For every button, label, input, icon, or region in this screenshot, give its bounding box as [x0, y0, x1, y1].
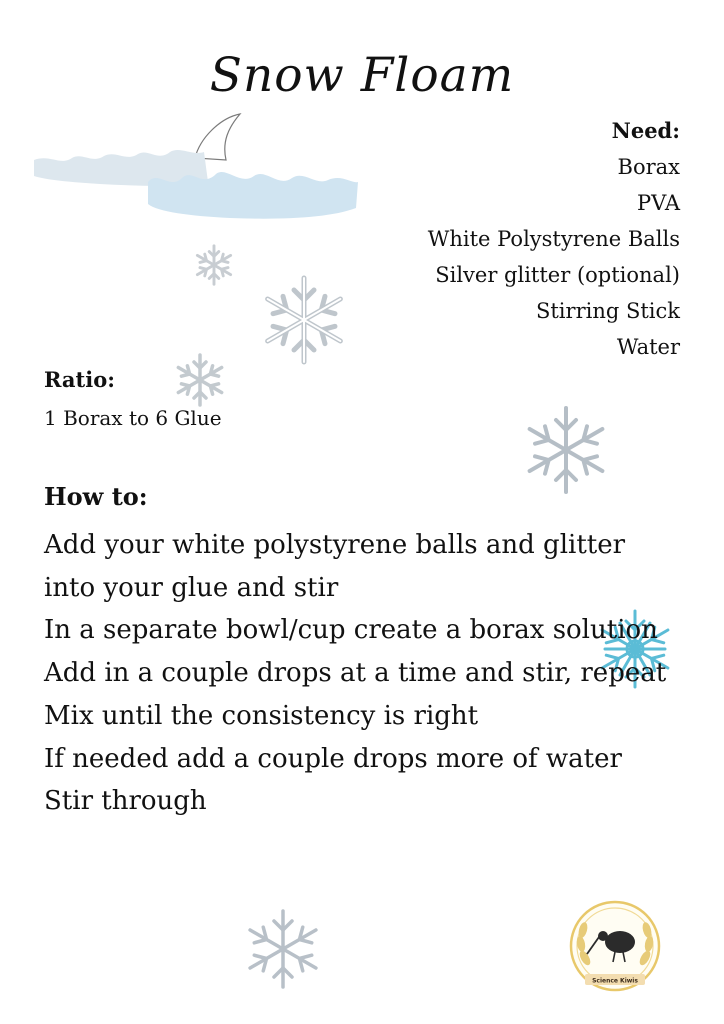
logo-text: Science Kiwis — [592, 977, 638, 985]
how-to-step: Add in a couple drops at a time and stir, repeat — [44, 658, 667, 689]
how-to-step: Stir through — [44, 786, 207, 817]
need-item: Borax — [617, 155, 680, 179]
how-to-step: If needed add a couple drops more of water — [44, 743, 622, 774]
need-list — [428, 113, 680, 365]
ratio-text: 1 Borax to 6 Glue — [44, 406, 222, 430]
need-item: Silver glitter (optional) — [435, 263, 680, 287]
snowflake-icon — [170, 350, 230, 410]
ratio-heading: Ratio: — [44, 367, 115, 392]
snowflake-icon — [240, 906, 326, 992]
how-to-step: Add your white polystyrene balls and glitter into your glue and stir — [44, 530, 626, 603]
need-item: Stirring Stick — [535, 299, 680, 323]
page-title: Snow Floam — [209, 48, 515, 103]
need-item: PVA — [636, 191, 680, 215]
snowflake-icon — [518, 402, 614, 498]
snowflake-icon — [190, 240, 238, 290]
how-to-heading: How to: — [44, 482, 148, 511]
how-to-step: Mix until the consistency is right — [44, 700, 479, 731]
how-to-steps — [44, 524, 684, 823]
need-item: White Polystyrene Balls — [427, 227, 680, 251]
need-heading: Need: — [611, 118, 680, 143]
science-kiwis-logo — [565, 898, 665, 996]
how-to-step: In a separate bowl/cup create a borax solution — [44, 615, 658, 646]
snowflake-icon — [252, 272, 356, 368]
need-item: Water — [616, 335, 680, 359]
cloud-icon — [30, 108, 365, 226]
